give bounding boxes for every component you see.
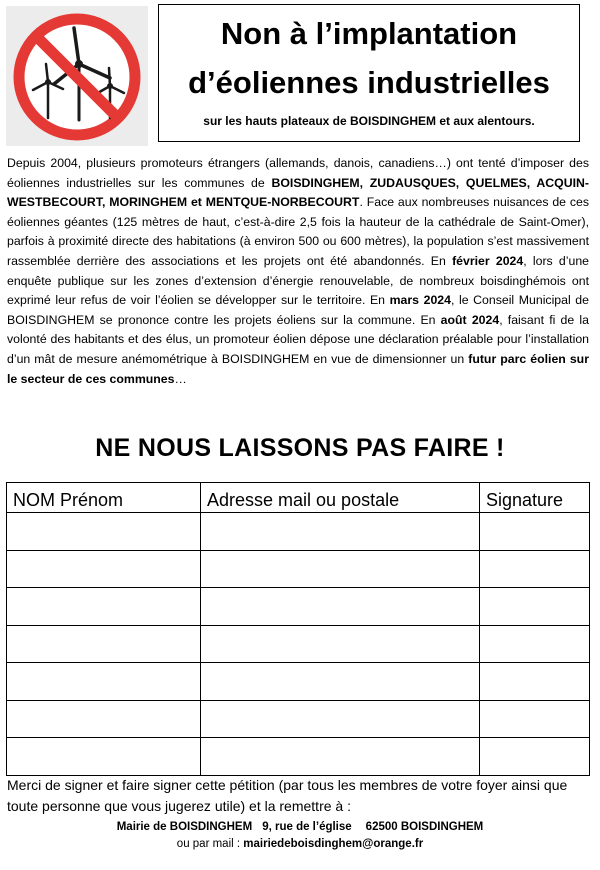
no-wind-turbine-icon (6, 6, 148, 146)
table-row (7, 513, 590, 551)
project-highlight: futur parc éolien sur le secteur de ces communes (7, 351, 589, 386)
footer-instructions: Merci de signer et faire signer cette pétition (par tous les membres de votre foyer ainsi que toute personne que vous jugerez utile) et la remettre à : (7, 777, 568, 814)
table-row (7, 588, 590, 626)
name-cell[interactable] (7, 738, 201, 776)
title-box (158, 4, 580, 142)
signature-cell[interactable] (480, 513, 590, 551)
name-cell[interactable] (7, 588, 201, 626)
table-row (7, 700, 590, 738)
address-name: Mairie de BOISDINGHEM (116, 821, 253, 833)
signature-cell[interactable] (480, 625, 590, 663)
signature-table (6, 482, 590, 776)
column-header-signature: Signature (480, 483, 590, 513)
date-highlight: août 2024 (440, 312, 500, 327)
page-title-line-1: Non à l’implantation (220, 16, 518, 51)
address-cell[interactable] (201, 663, 480, 701)
name-cell[interactable] (7, 513, 201, 551)
date-highlight: février 2024 (452, 253, 524, 268)
page-title-line-2: d’éoliennes industrielles (188, 65, 550, 100)
table-row (7, 738, 590, 776)
address-street: 9, rue de l’église (262, 821, 352, 833)
text-segment: … (174, 371, 187, 386)
table-row (7, 625, 590, 663)
address-city: 62500 BOISDINGHEM (365, 821, 484, 833)
address-cell[interactable] (201, 700, 480, 738)
name-cell[interactable] (7, 700, 201, 738)
signature-cell[interactable] (480, 663, 590, 701)
address-cell[interactable] (201, 550, 480, 588)
intro-paragraph (7, 154, 589, 389)
text-segment: . Face aux nombreuses nuisances de ces éoliennes géantes (125 mètres de haut, c’est-à-dire 2,5 fois la hauteur de la cathédrale de Saint-Omer), parfois à proximité directe des habitations (à environ 500 ou 600 mètres), la population s’est massivement rassemblée derrière des associations et les projets ont été abandonnés. En (7, 195, 590, 268)
page-subtitle: sur les hauts plateaux de BOISDINGHEM et aux alentours. (203, 114, 535, 128)
mairie-address (0, 821, 600, 833)
table-header-row (7, 483, 590, 513)
name-cell[interactable] (7, 550, 201, 588)
text-segment: Depuis 2004, plusieurs promoteurs étrangers (allemands, danois, canadiens…) ont tenté d’imposer des éoliennes industrielles sur les communes de (7, 156, 589, 190)
name-cell[interactable] (7, 663, 201, 701)
date-highlight: mars 2024 (389, 293, 451, 308)
name-cell[interactable] (7, 625, 201, 663)
mail-label: ou par mail : (176, 838, 244, 850)
mail-address[interactable]: mairiedeboisdinghem@orange.fr (243, 838, 424, 850)
text-segment: , faisant fi de la volonté des habitants et des élus, un promoteur éolien dépose une déclaration préalable pour l’installation d’un mât de mesure anémométrique à BOISDINGHEM en vue de dimensionner un (7, 312, 589, 366)
address-cell[interactable] (201, 588, 480, 626)
signature-cell[interactable] (480, 738, 590, 776)
table-row (7, 663, 590, 701)
signature-cell[interactable] (480, 700, 590, 738)
address-cell[interactable] (201, 625, 480, 663)
column-header-address: Adresse mail ou postale (201, 483, 480, 513)
table-row (7, 550, 590, 588)
signature-cell[interactable] (480, 588, 590, 626)
text-segment: , le Conseil Municipal de BOISDINGHEM se prononce contre les projets éoliens sur la commune. En (7, 293, 589, 327)
column-header-name: NOM Prénom (7, 483, 201, 513)
no-wind-turbine-logo (6, 6, 148, 146)
slogan: NE NOUS LAISSONS PAS FAIRE ! (95, 434, 505, 462)
mail-line (0, 838, 600, 850)
address-cell[interactable] (201, 738, 480, 776)
communes-list: BOISDINGHEM, ZUDAUSQUES, QUELMES, ACQUIN-WESTBECOURT, MORINGHEM et MENTQUE-NORBECOURT (7, 175, 589, 210)
signature-cell[interactable] (480, 550, 590, 588)
address-cell[interactable] (201, 513, 480, 551)
text-segment: , lors d’une enquête publique sur les zones d’extension d’énergie renouvelable, de nombreux boisdinghémois ont exprimé leur refus de voir l’éolien se développer sur le territoire. En (7, 253, 590, 308)
